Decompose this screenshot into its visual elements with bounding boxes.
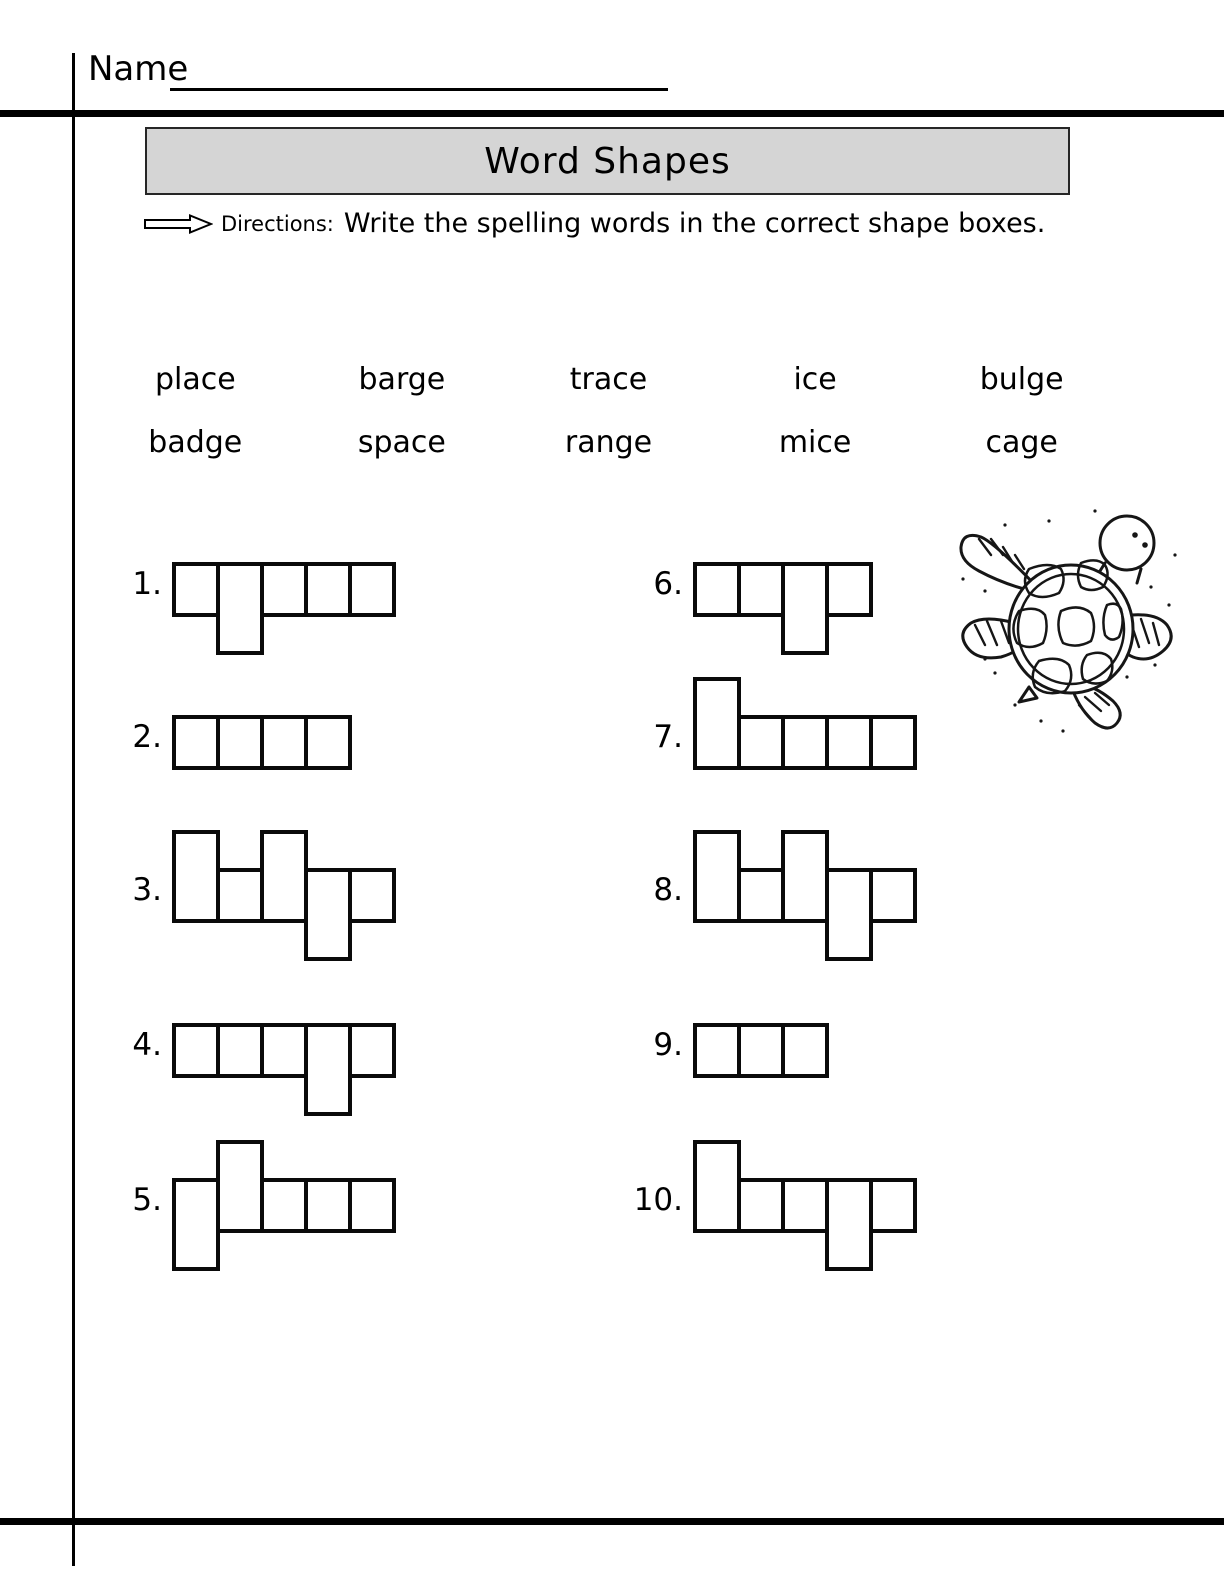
word-shape-number: 1. bbox=[132, 566, 162, 602]
letter-box-tall[interactable] bbox=[781, 830, 829, 923]
letter-box-mid[interactable] bbox=[693, 562, 741, 617]
word-shape-item bbox=[653, 715, 917, 770]
letter-box-mid[interactable] bbox=[825, 562, 873, 617]
word-shape-item bbox=[633, 1178, 917, 1271]
letter-box-mid[interactable] bbox=[172, 1023, 220, 1078]
letter-box-mid[interactable] bbox=[260, 1178, 308, 1233]
letter-box-mid[interactable] bbox=[737, 562, 785, 617]
bottom-footer-rule bbox=[0, 1518, 1224, 1525]
top-header-rule bbox=[0, 110, 1224, 117]
word-bank-word: barge bbox=[358, 362, 446, 397]
word-bank-word: badge bbox=[148, 425, 243, 460]
letter-box-mid[interactable] bbox=[737, 1178, 785, 1233]
letter-box-mid[interactable] bbox=[693, 1023, 741, 1078]
word-shape-number: 5. bbox=[132, 1182, 162, 1218]
word-shape-item bbox=[132, 868, 396, 961]
letter-box-mid[interactable] bbox=[737, 715, 785, 770]
letter-box-mid[interactable] bbox=[348, 868, 396, 923]
letter-box-mid[interactable] bbox=[869, 715, 917, 770]
letter-box-mid[interactable] bbox=[260, 715, 308, 770]
letter-box-deep[interactable] bbox=[172, 1178, 220, 1271]
letter-box-tall[interactable] bbox=[216, 1140, 264, 1233]
letter-box-deep[interactable] bbox=[825, 1178, 873, 1271]
word-shape-number: 7. bbox=[653, 719, 683, 755]
letter-box-mid[interactable] bbox=[216, 715, 264, 770]
word-bank-word: cage bbox=[985, 425, 1058, 460]
letter-box-deep[interactable] bbox=[304, 868, 352, 961]
word-shape-item bbox=[653, 868, 917, 961]
word-shape-item bbox=[132, 715, 352, 770]
letter-box-tall[interactable] bbox=[693, 677, 741, 770]
name-label: Name bbox=[88, 49, 189, 89]
letter-box-mid[interactable] bbox=[737, 868, 785, 923]
directions-row bbox=[143, 208, 1123, 239]
letter-box-tall[interactable] bbox=[260, 830, 308, 923]
word-shape-number: 3. bbox=[132, 872, 162, 908]
word-shape-number: 2. bbox=[132, 719, 162, 755]
letter-box-mid[interactable] bbox=[304, 562, 352, 617]
turtle-eye bbox=[1132, 532, 1138, 538]
letter-box-tall[interactable] bbox=[693, 1140, 741, 1233]
letter-box-mid[interactable] bbox=[216, 868, 264, 923]
letter-box-mid[interactable] bbox=[304, 1178, 352, 1233]
word-shape-item bbox=[132, 562, 396, 655]
letter-box-mid[interactable] bbox=[304, 715, 352, 770]
word-shape-number: 4. bbox=[132, 1027, 162, 1063]
sea-turtle-illustration bbox=[945, 495, 1185, 740]
letter-box-mid[interactable] bbox=[172, 715, 220, 770]
word-shape-item bbox=[132, 1023, 396, 1116]
page-title: Word Shapes bbox=[484, 140, 731, 182]
word-bank-word: bulge bbox=[979, 362, 1064, 397]
word-bank-word: trace bbox=[569, 362, 648, 397]
directions-text: Write the spelling words in the correct shape boxes. bbox=[343, 208, 1046, 239]
letter-box-mid[interactable] bbox=[172, 562, 220, 617]
letter-box-mid[interactable] bbox=[781, 715, 829, 770]
letter-box-mid[interactable] bbox=[348, 1178, 396, 1233]
word-shape-number: 10. bbox=[633, 1182, 683, 1218]
letter-box-mid[interactable] bbox=[348, 562, 396, 617]
word-shape-item bbox=[653, 562, 873, 655]
turtle-eye bbox=[1142, 542, 1148, 548]
word-bank-word: ice bbox=[793, 362, 837, 397]
word-shape-number: 9. bbox=[653, 1027, 683, 1063]
directions-label: Directions: bbox=[221, 211, 334, 236]
word-bank-word: place bbox=[154, 362, 236, 397]
letter-box-tall[interactable] bbox=[693, 830, 741, 923]
left-margin-rule bbox=[72, 53, 75, 1566]
letter-box-deep[interactable] bbox=[825, 868, 873, 961]
word-bank bbox=[92, 362, 1125, 460]
word-shape-number: 8. bbox=[653, 872, 683, 908]
letter-box-deep[interactable] bbox=[216, 562, 264, 655]
letter-box-mid[interactable] bbox=[781, 1178, 829, 1233]
letter-box-mid[interactable] bbox=[216, 1023, 264, 1078]
word-shape-item bbox=[132, 1178, 396, 1271]
word-bank-word: space bbox=[357, 425, 446, 460]
letter-box-mid[interactable] bbox=[348, 1023, 396, 1078]
word-bank-word: range bbox=[564, 425, 653, 460]
letter-box-mid[interactable] bbox=[260, 1023, 308, 1078]
word-bank-word: mice bbox=[778, 425, 852, 460]
turtle-tail bbox=[1019, 687, 1037, 702]
letter-box-mid[interactable] bbox=[260, 562, 308, 617]
letter-box-mid[interactable] bbox=[737, 1023, 785, 1078]
right-block-arrow-icon bbox=[143, 214, 213, 234]
letter-box-deep[interactable] bbox=[781, 562, 829, 655]
letter-box-deep[interactable] bbox=[304, 1023, 352, 1116]
name-fill-in-line[interactable] bbox=[170, 60, 668, 91]
letter-box-mid[interactable] bbox=[869, 868, 917, 923]
letter-box-tall[interactable] bbox=[172, 830, 220, 923]
letter-box-mid[interactable] bbox=[781, 1023, 829, 1078]
word-shape-number: 6. bbox=[653, 566, 683, 602]
letter-box-mid[interactable] bbox=[825, 715, 873, 770]
title-box bbox=[145, 127, 1070, 195]
letter-box-mid[interactable] bbox=[869, 1178, 917, 1233]
word-shape-item bbox=[653, 1023, 829, 1078]
